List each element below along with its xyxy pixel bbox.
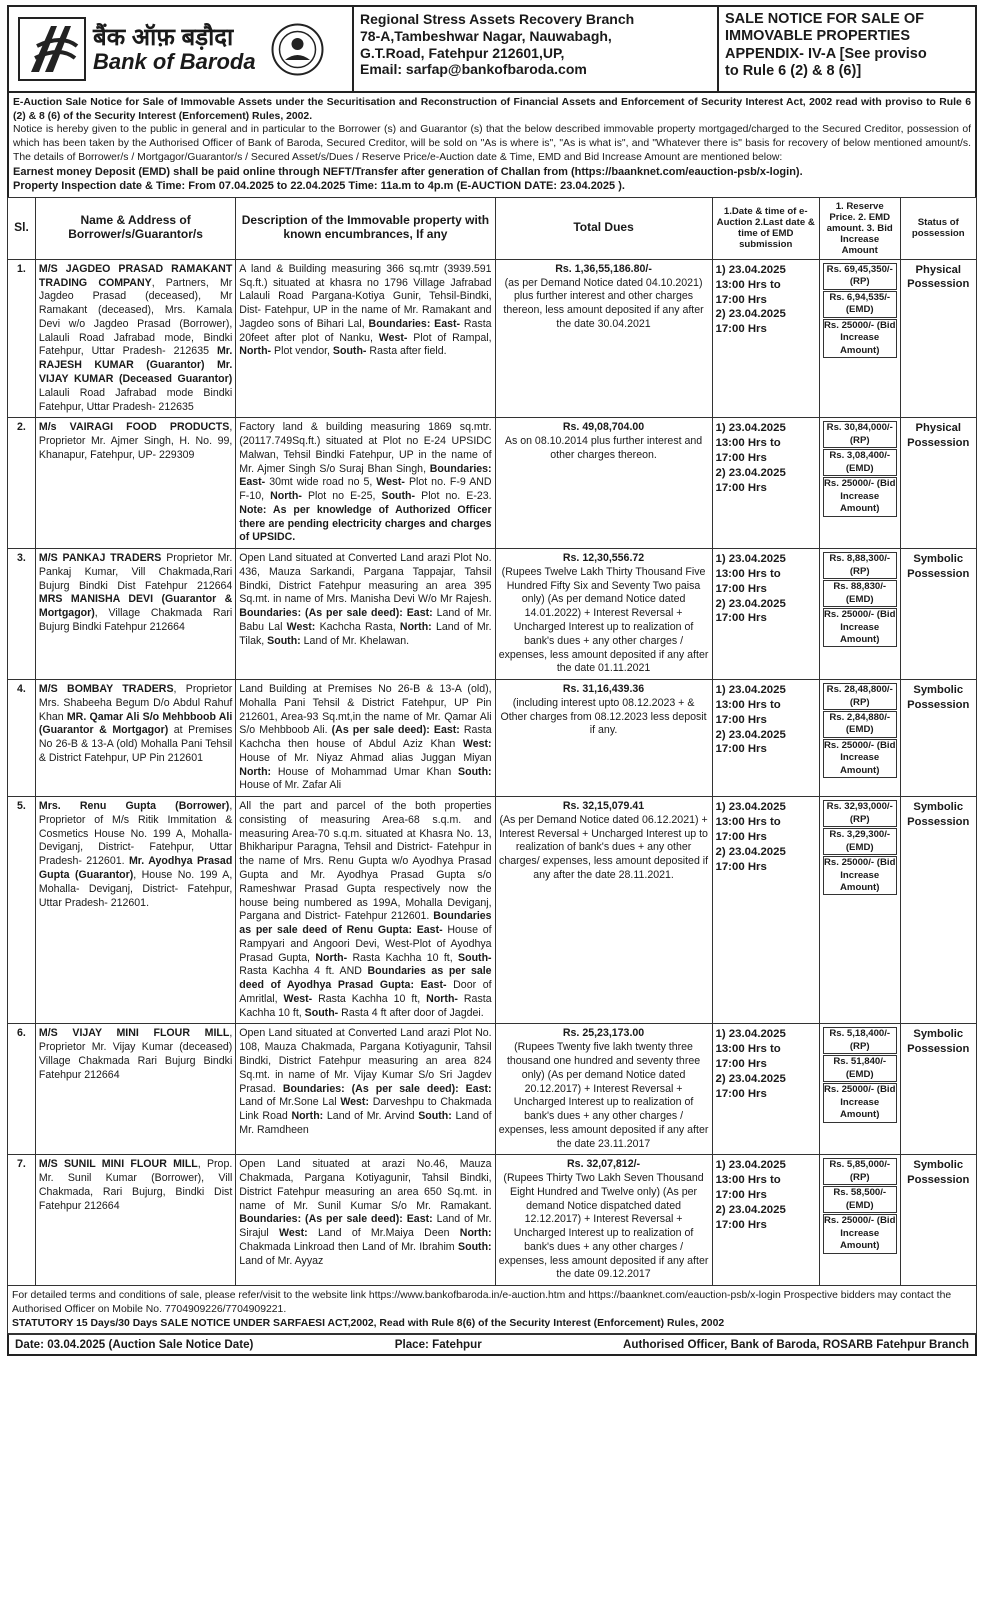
table-header-row <box>8 197 977 259</box>
description-text-part: North- <box>239 345 272 358</box>
date-line: 17:00 Hrs <box>715 451 767 464</box>
date-line: 13:00 Hrs to <box>715 278 781 291</box>
borrower-name-address <box>35 1155 235 1286</box>
borrower-text-part: Proprietor Mr. Pankaj Kumar, Vill Chakmada,Rari Bujurg Bindki Dist Fatehpur 212664 <box>38 552 233 592</box>
notice-title-block <box>719 7 975 91</box>
row-sl: 7. <box>8 1155 36 1286</box>
possession-status: Symbolic Possession <box>900 1155 977 1286</box>
borrower-name-address <box>35 259 235 417</box>
dues-amount: Rs. 31,16,439.36 <box>562 683 645 696</box>
borrower-text-part: , Partners, Mr Jagdeo Prasad (deceased), Mr Ramakant (deceased), Mrs. Kamala Devi w/o Jagdeo Prasad (Borrower), Lalauli Road Jafrabad mode, Bindki Fatehpur, Uttar Pradesh- 212635 <box>38 276 233 358</box>
description-text-part: Land of Mr. Tilak, <box>239 621 492 647</box>
date-line: 1) 23.04.2025 <box>715 684 786 697</box>
date-line: 17:00 Hrs <box>715 1188 767 1201</box>
dues-amount: Rs. 25,23,173.00 <box>562 1027 645 1040</box>
date-line: 2) 23.04.2025 <box>715 845 786 858</box>
header-status: Status of possession <box>900 197 977 259</box>
row-sl: 5. <box>8 797 36 1024</box>
description-text-part: South: <box>418 1110 452 1123</box>
emd-amount: Rs. 3,29,300/- (EMD) <box>823 828 897 855</box>
reserve-price: Rs. 30,84,000/- (RP) <box>823 421 897 448</box>
description-text-part: North: <box>239 765 272 778</box>
description-text-part: Plot no E-25, <box>301 490 382 503</box>
reserve-emd-bid <box>819 680 900 797</box>
auction-table <box>7 197 977 1287</box>
date-line: 2) 23.04.2025 <box>715 597 786 610</box>
borrower-name-address <box>35 418 235 549</box>
date-line: 13:00 Hrs to <box>715 437 781 450</box>
dues-details: (Rupees Twenty five lakh twenty three thousand one hundred and seventy three only) (As per demand Notice dated 20.12.2017) + Interest Reversal + Uncharged Interest up to realization of bank's dues + any other charges / expenses, less amount deposited if any after the date 23.11.2017 <box>498 1041 709 1150</box>
description-text-part: Boundaries as per sale deed of Ayodhya Prasad Gupta: East- <box>239 965 492 992</box>
description-text-part: Boundaries: East- <box>368 317 461 330</box>
possession-status: Physical Possession <box>900 259 977 417</box>
date-line: 17:00 Hrs <box>715 582 767 595</box>
table-body <box>8 259 977 1285</box>
borrower-text-part: M/S BOMBAY TRADERS <box>38 683 174 696</box>
borrower-name-address <box>35 1024 235 1155</box>
borrower-text-part: Mr. Ayodhya Prasad Gupta (Guarantor) <box>38 855 233 882</box>
emd-amount: Rs. 3,08,400/- (EMD) <box>823 449 897 476</box>
borrower-text-part: M/S VIJAY MINI FLOUR MILL <box>38 1027 230 1040</box>
description-text-part: House of Mohammad Umar Khan <box>271 765 459 778</box>
description-text-part: Rasta Kachcha then house of Abdul Aziz Khan <box>239 724 492 751</box>
dues-details: As on 08.10.2014 plus further interest and other charges thereon. <box>504 435 703 461</box>
header-name: Name & Address of Borrower/s/Guarantor/s <box>35 197 235 259</box>
auction-date-time <box>712 797 819 1024</box>
dues-amount: Rs. 49,08,704.00 <box>562 421 645 434</box>
description-text-part: South: <box>458 1240 492 1253</box>
possession-status: Physical Possession <box>900 418 977 549</box>
total-dues <box>495 418 712 549</box>
header-sl: Sl. <box>8 197 36 259</box>
reserve-emd-bid <box>819 1024 900 1155</box>
branch-line-3: G.T.Road, Fatehpur 212601,UP, <box>360 44 565 61</box>
total-dues <box>495 549 712 680</box>
date-line: 2) 23.04.2025 <box>715 1072 786 1085</box>
branch-line-1: Regional Stress Assets Recovery Branch <box>360 11 635 27</box>
property-description <box>236 1155 495 1286</box>
description-text-part: Boundaries as per sale deed of Renu Gupta: East- <box>239 910 492 937</box>
description-text-part: House of Mr. Zafar Ali <box>239 779 342 792</box>
total-dues <box>495 1024 712 1155</box>
borrower-text-part: , Proprietor Mr. Ajmer Singh, H. No. 99, Khanapur, Fatehpur, UP- 229309 <box>38 421 233 461</box>
description-text-part: House of Mr. Niyaz Ahmad alias Juggan Miyan <box>239 751 492 764</box>
description-text-part: West- <box>378 331 408 344</box>
borrower-text-part: at Premises No 26-B & 13-A (old) Mohalla Pani Tehsil & District Fatehpur, UP Pin 212601 <box>38 724 233 764</box>
date-line: 17:00 Hrs <box>715 323 767 336</box>
auction-date-time <box>712 680 819 797</box>
description-text-part: Land of Mr. Khelawan. <box>300 634 410 647</box>
emblem-seal-icon <box>270 22 325 77</box>
bid-increase: Rs. 25000/- (Bid Increase Amount) <box>823 856 897 895</box>
table-row <box>8 1024 977 1155</box>
possession-status: Symbolic Possession <box>900 549 977 680</box>
description-text-part: Rasta Kachha 10 ft, <box>239 992 492 1019</box>
total-dues <box>495 797 712 1024</box>
borrower-text-part: M/S JAGDEO PRASAD RAMAKANT TRADING COMPANY <box>38 262 233 289</box>
date-line: 1) 23.04.2025 <box>715 422 786 435</box>
dues-amount: Rs. 32,07,812/- <box>567 1158 641 1171</box>
description-text-part: West: <box>286 621 316 633</box>
description-text-part: House of Rampyari and Angoori Devi, West-Plot of Ayodhya Prasad Gupta, <box>239 924 492 964</box>
reserve-emd-bid <box>819 549 900 680</box>
reserve-price: Rs. 5,85,000/- (RP) <box>823 1158 897 1185</box>
borrower-text-part: Mr. RAJESH KUMAR (Guarantor) Mr. VIJAY KUMAR (Deceased Guarantor) <box>38 345 233 385</box>
dues-details: (Rupees Thirty Two Lakh Seven Thousand Eight Hundred and Twelve only) (As per demand Notice dispatched dated 12.12.2017) + Interest Reversal + Uncharged Interest up to realization of bank's dues + any other charges / expenses, less amount deposited if any after the date 09.12.2017 <box>498 1172 709 1281</box>
reserve-price: Rs. 8,88,300/- (RP) <box>823 552 897 579</box>
bank-name-english: Bank of Baroda <box>93 49 256 75</box>
borrower-text-part: Mrs. Renu Gupta (Borrower) <box>38 800 230 813</box>
description-text-part: Rasta Kachha 4 ft. AND <box>239 965 368 978</box>
notice-date: Date: 03.04.2025 (Auction Sale Notice Date) <box>15 1338 254 1352</box>
dues-amount: Rs. 12,30,556.72 <box>562 552 645 565</box>
description-text-part: North: <box>291 1110 324 1123</box>
reserve-emd-bid <box>819 1155 900 1286</box>
borrower-name-address <box>35 797 235 1024</box>
date-line: 17:00 Hrs <box>715 713 767 726</box>
reserve-price: Rs. 28,48,800/- (RP) <box>823 683 897 710</box>
notice-title-line-2: IMMOVABLE PROPERTIES <box>725 28 911 45</box>
description-text-part: Open Land situated at Converted Land arazi Plot No. 108, Mauza Chakmada, Pargana Kotiyagunir, Tahsil Bindki, District Fatehpur measuring an area 824 Sq.mt. in name of Mr. Vijay Kumar S/o Sri Jagdev Prasad. <box>239 1027 492 1095</box>
description-text-part: North- <box>426 992 458 1005</box>
table-row <box>8 418 977 549</box>
description-text-part: West- <box>283 992 313 1005</box>
branch-email: Email: sarfap@bankofbaroda.com <box>360 61 587 78</box>
statutory-note: STATUTORY 15 Days/30 Days SALE NOTICE UNDER SARFAESI ACT,2002, Read with Rule 8(6) of the Security Interest (Enforcement) Rules, 2002 <box>12 1317 725 1329</box>
reserve-price: Rs. 69,45,350/- (RP) <box>823 263 897 290</box>
description-text-part: Rasta 20feet after plot of Nanku, <box>239 317 492 344</box>
description-text-part: Land of Mr. Ramdheen <box>239 1110 492 1136</box>
description-text-part: Open Land situated at arazi No.46, Mauza Chakmada, Pargana Kotiyagunir, Tahsil Bindki, District Fatehpur measuring an area 650 Sq.mt. in name of Mr. Sunil Kumar S/o Mr. Ramakant. <box>239 1158 492 1212</box>
property-description <box>236 1024 495 1155</box>
date-line: 13:00 Hrs to <box>715 1043 781 1056</box>
description-text-part: Boundaries: (As per sale deed): East: <box>239 1213 433 1226</box>
date-line: 17:00 Hrs <box>715 860 767 873</box>
description-text-part: Land of Mr. Babu Lal <box>239 607 492 633</box>
borrower-text-part: Lalauli Road Jafrabad mode Bindki Fatehpur, Uttar Pradesh- 212635 <box>38 386 233 413</box>
property-description <box>236 797 495 1024</box>
bank-logo-block <box>9 7 354 91</box>
description-text-part: South- <box>458 951 492 964</box>
description-text-part: Open Land situated at Converted Land arazi Plot No. 436, Mauza Sarkandi, Pargana Tappajar, Tahsil Bindki, District Fatehpur measuring an area 395 Sq.mt. in name of Mrs. Manisha Devi W/o Mr Rajesh. <box>239 552 492 606</box>
description-text-part: Plot no. F-9 AND F-10, <box>239 476 492 503</box>
description-text-part: Land of Mr. Sirajul <box>239 1213 492 1240</box>
signature-bar <box>7 1334 977 1356</box>
auction-date-time <box>712 1155 819 1286</box>
description-text-part: South: <box>458 765 492 778</box>
reserve-emd-bid <box>819 259 900 417</box>
row-sl: 6. <box>8 1024 36 1155</box>
notice-place: Place: Fatehpur <box>394 1338 482 1352</box>
date-line: 13:00 Hrs to <box>715 568 781 580</box>
description-text-part: Land of Mr. Arvind <box>323 1110 419 1123</box>
description-text-part: Plot of Rampal, <box>407 331 492 344</box>
description-text-part: South- <box>332 345 367 358</box>
footer-section <box>7 1286 977 1334</box>
row-sl: 2. <box>8 418 36 549</box>
dues-amount: Rs. 32,15,079.41 <box>562 800 645 813</box>
description-text-part: Chakmada Linkroad then Land of Mr. Ibrahim <box>239 1240 459 1253</box>
date-line: 2) 23.04.2025 <box>715 728 786 741</box>
header-total-dues: Total Dues <box>495 197 712 259</box>
borrower-text-part: , Proprietor Mrs. Shabeeha Begum D/o Abdul Rahuf Khan <box>38 683 233 723</box>
date-line: 17:00 Hrs <box>715 481 767 494</box>
description-text-part: West- <box>376 476 405 489</box>
bid-increase: Rs. 25000/- (Bid Increase Amount) <box>823 608 897 647</box>
description-text-part: A land & Building measuring 366 sq.mtr (3939.591 Sq.ft.) situated at khasra no 1796 Village Jafrabad Lalauli Road Pargana-Kotiya Gunir, Tehsil-Bindki, Dist- Fatehpur, UP in the name of Mr. Ramakant and Jagdeo sons of Bihari Lal, <box>239 262 492 330</box>
borrower-name-address <box>35 680 235 797</box>
date-line: 13:00 Hrs to <box>715 1174 781 1187</box>
date-line: 17:00 Hrs <box>715 830 767 843</box>
description-text-part: Land Building at Premises No 26-B & 13-A (old), Mohalla Pani Tehsil & District Fatehpur, UP Pin 212601, Area-93 Sq.mt,in the name of Mr. Qamar Ali S/o Mehbboob Ali. <box>239 683 492 737</box>
borrower-text-part: M/s VAIRAGI FOOD PRODUCTS <box>38 421 230 434</box>
description-text-part: Plot vendor, <box>271 345 333 358</box>
auction-date-time <box>712 259 819 417</box>
borrower-text-part: , Proprietor Mr. Vijay Kumar (deceased) Village Chakmada Rari Bujurg Bindki Fatehpur 212664 <box>38 1027 233 1081</box>
total-dues <box>495 1155 712 1286</box>
total-dues <box>495 259 712 417</box>
row-sl: 1. <box>8 259 36 417</box>
date-line: 1) 23.04.2025 <box>715 1159 786 1172</box>
emd-payment-note: Earnest money Deposit (EMD) shall be paid online through NEFT/Transfer after generation of Challan from (https://baanknet.com/eauction-psb/x-login). <box>13 165 803 178</box>
notice-title-line-3: APPENDIX- IV-A [See proviso <box>725 45 927 62</box>
date-line: 17:00 Hrs <box>715 1218 767 1231</box>
borrower-name-address <box>35 549 235 680</box>
description-text-part: West: <box>340 1096 369 1109</box>
description-text-part: Darveshpu to Chakmada Link Road <box>239 1096 492 1123</box>
description-text-part: South: <box>267 634 301 647</box>
description-text-part: Plot no. E-23. <box>415 490 492 503</box>
dues-details: (including interest upto 08.12.2023 + & Other charges from 08.12.2023 less deposit if any. <box>500 696 707 737</box>
possession-status: Symbolic Possession <box>900 797 977 1024</box>
bank-of-baroda-logo-icon <box>17 16 87 82</box>
branch-address-block <box>354 7 719 91</box>
table-row <box>8 680 977 797</box>
inspection-note: Property Inspection date & Time: From 07.04.2025 to 22.04.2025 Time: 11a.m to 4p.m (E-AUCTION DATE: 23.04.2025 ). <box>13 180 625 193</box>
description-text-part: South- <box>304 1006 339 1019</box>
emd-amount: Rs. 58,500/- (EMD) <box>823 1186 897 1213</box>
description-text-part: All the part and parcel of the both properties consisting of measuring Area-68 s.q.m. and measuring Area-70 s.q.m. situated at Khasra No. 13, Bhikharipur Paragna, Tehsil and District- Fatehpur in the name of Mrs. Renu Gupta w/o Ayodhya Prasad Gupta and Mr. Ayodhya Prasad Gupta s/o Rameshwar Prasad Gupta respectively now the house being numbered as 199A, Mohalla Deviganj, Pargana and District- Fatehpur 212601. <box>239 800 492 923</box>
description-text-part: Boundaries: East- <box>239 462 492 489</box>
dues-amount: Rs. 1,36,55,186.80/- <box>555 262 652 275</box>
property-description <box>236 259 495 417</box>
table-row <box>8 549 977 680</box>
borrower-text-part: , Village Chakmada Rari Bujurg Bindki Fatehpur 212664 <box>38 607 233 633</box>
table-row <box>8 1155 977 1286</box>
intro-heading: E-Auction Sale Notice for Sale of Immovable Assets under the Securitisation and Reconstruction of Financial Assets and Enforcement of Security Interest Act, 2002 read with proviso to Rule 6 (2) & 8 (6) of the Security Interest (Enforcement) Rules, 2002. <box>13 97 971 122</box>
auction-date-time <box>712 1024 819 1155</box>
bid-increase: Rs. 25000/- (Bid Increase Amount) <box>823 1083 897 1122</box>
row-sl: 4. <box>8 680 36 797</box>
property-description <box>236 418 495 549</box>
dues-details: (As per Demand Notice dated 06.12.2021) + Interest Reversal + Uncharged Interest up to realization of bank's dues + any other charges/ expenses, less amount deposited if any after the date 28.11.2021. <box>499 813 709 882</box>
date-line: 2) 23.04.2025 <box>715 466 786 479</box>
description-text-part: Rasta after field. <box>366 345 447 358</box>
description-text-part: West: <box>279 1227 308 1240</box>
bid-increase: Rs. 25000/- (Bid Increase Amount) <box>823 477 897 516</box>
description-text-part: Door of Amritlal, <box>239 979 492 1005</box>
property-description <box>236 549 495 680</box>
date-line: 1) 23.04.2025 <box>715 263 786 276</box>
description-text-part: Rasta Kachha 10 ft, <box>347 951 459 964</box>
reserve-emd-bid <box>819 418 900 549</box>
auction-date-time <box>712 418 819 549</box>
description-text-part: (As per sale deed): East: <box>331 724 460 737</box>
emd-amount: Rs. 2,84,880/- (EMD) <box>823 711 897 738</box>
description-text-part: Boundaries: (As per sale deed): East: <box>239 607 433 620</box>
notice-header <box>7 5 977 93</box>
notice-title-line-1: SALE NOTICE FOR SALE OF <box>725 11 924 27</box>
authorised-officer: Authorised Officer, Bank of Baroda, ROSARB Fatehpur Branch <box>623 1338 969 1352</box>
total-dues <box>495 680 712 797</box>
reserve-emd-bid <box>819 797 900 1024</box>
emd-amount: Rs. 6,94,535/- (EMD) <box>823 291 897 318</box>
description-text-part: Rasta Kachha 10 ft, <box>312 992 427 1005</box>
header-reserve-price: 1. Reserve Price. 2. EMD amount. 3. Bid Increase Amount <box>819 197 900 259</box>
description-text-part: South- <box>381 490 416 503</box>
bid-increase: Rs. 25000/- (Bid Increase Amount) <box>823 739 897 778</box>
borrower-text-part: , Prop. Mr. Sunil Kumar (Borrower), Vill Chakmada, Rari Bujurg, Bindki Dist Fatehpur 212664 <box>38 1158 233 1212</box>
sale-notice-page <box>7 5 977 1356</box>
borrower-text-part: , Proprietor of M/s Ritik Immitation & Cosmetics House No. 199 A, Mohalla- Deviganj, District- Fatehpur, Uttar Pradesh- 212601. <box>38 800 233 868</box>
borrower-text-part: , House No. 199 A, Mohalla- Deviganj, District- Fatehpur, Uttar Pradesh- 212601. <box>38 869 233 909</box>
date-line: 17:00 Hrs <box>715 743 767 756</box>
bank-name-block <box>93 25 256 73</box>
notice-title-line-4: to Rule 6 (2) & 8 (6)] <box>725 63 862 80</box>
date-line: 17:00 Hrs <box>715 612 767 625</box>
bank-name-hindi: बैंक ऑफ़ बड़ौदा <box>93 23 234 51</box>
possession-status: Symbolic Possession <box>900 1024 977 1155</box>
table-row <box>8 797 977 1024</box>
description-text-part: North: <box>399 621 432 633</box>
date-line: 17:00 Hrs <box>715 1087 767 1100</box>
date-line: 1) 23.04.2025 <box>715 801 786 814</box>
description-text-part: West: <box>462 738 492 751</box>
date-line: 17:00 Hrs <box>715 293 767 306</box>
branch-line-2: 78-A,Tambeshwar Nagar, Nauwabagh, <box>360 27 612 44</box>
reserve-price: Rs. 32,93,000/- (RP) <box>823 800 897 827</box>
row-sl: 3. <box>8 549 36 680</box>
description-text-part: Land of Mr. Ayyaz <box>239 1254 324 1267</box>
intro-section <box>7 93 977 197</box>
description-text-part: North- <box>315 951 348 964</box>
date-line: 13:00 Hrs to <box>715 698 781 711</box>
description-text-part: North: <box>459 1227 492 1240</box>
reserve-price: Rs. 5,18,400/- (RP) <box>823 1027 897 1054</box>
date-line: 13:00 Hrs to <box>715 816 781 829</box>
date-line: 1) 23.04.2025 <box>715 1028 786 1041</box>
auction-date-time <box>712 549 819 680</box>
description-text-part: Boundaries: (As per sale deed): East: <box>282 1082 492 1095</box>
date-line: 1) 23.04.2025 <box>715 553 786 566</box>
description-text-part: 30mt wide road no 5, <box>265 476 377 489</box>
bid-increase: Rs. 25000/- (Bid Increase Amount) <box>823 319 897 358</box>
borrower-text-part: M/S SUNIL MINI FLOUR MILL <box>38 1158 198 1171</box>
terms-note: For detailed terms and conditions of sale, please refer/visit to the website link https://www.bankofbaroda.in/e-auction.htm and https://baanknet.com/eauction-psb/x-login Prospective bidders may contact the Authorised Officer on Mobile No. 7704909226/7704909221. <box>12 1290 952 1315</box>
description-text-part: Note: As per knowledge of Authorized Officer there are pending electricity charges and charges of UPSIDC. <box>239 503 492 544</box>
description-text-part: Land of Mr.Maiya Deen <box>307 1227 460 1240</box>
dues-details: (Rupees Twelve Lakh Thirty Thousand Five Hundred Fifty Six and Seventy Two paisa only) (As per demand Notice dated 14.01.2022) + Interest Reversal + Uncharged Interest up to realization of bank's dues + any other charges / expenses, less amount deposited if any after the date 01.11.2021 <box>498 565 709 675</box>
description-text-part: Factory land & building measuring 1869 sq.mtr. (20117.749Sq.ft.) situated at Plot no E-24 UPSIDC Malwan, Tehsil Bindki Fatehpur, UP in the name of Mr. Ajmer Singh S/o Suraj Bhan Singh, <box>239 421 492 475</box>
borrower-text-part: MRS MANISHA DEVI (Guarantor & Mortgagor) <box>38 593 233 620</box>
description-text-part: North- <box>270 490 302 503</box>
intro-body: Notice is hereby given to the public in general and in particular to the Borrower (s) and Guarantor (s) that the below described immovable property mortgaged/charged to the Secured Creditor, possession of which has been taken by the Authorised Officer of Bank of Baroda, Secured Creditor, will be sold on "As is where is", "As is what is", and "Whatever there is" basis for recovery of below mentioned amount/s. The details of Borrower/s / Mortgagor/Guarantor/s / Secured Asset/s/Dues / Reserve Price/e-Auction date & Time, EMD and Bid Increase Amount are mentioned below: <box>13 124 971 163</box>
borrower-text-part: MR. Qamar Ali S/o Mehbboob Ali (Guarantor & Mortgagor) <box>38 710 233 737</box>
possession-status: Symbolic Possession <box>900 680 977 797</box>
date-line: 2) 23.04.2025 <box>715 1203 786 1216</box>
emd-amount: Rs. 51,840/- (EMD) <box>823 1055 897 1082</box>
dues-details: (as per Demand Notice dated 04.10.2021) plus further interest and other charges thereon, less amount deposited if any after the date 30.04.2021 <box>503 276 704 330</box>
table-row <box>8 259 977 417</box>
property-description <box>236 680 495 797</box>
bid-increase: Rs. 25000/- (Bid Increase Amount) <box>823 1214 897 1253</box>
date-line: 2) 23.04.2025 <box>715 308 786 321</box>
date-line: 17:00 Hrs <box>715 1058 767 1071</box>
description-text-part: Land of Mr.Sone Lal <box>239 1096 341 1109</box>
header-date-time: 1.Date & time of e-Auction 2.Last date & time of EMD submission <box>712 197 819 259</box>
description-text-part: Rasta 4 ft after door of Jagdei. <box>338 1006 484 1019</box>
description-text-part: Kachcha Rasta, <box>315 621 400 633</box>
emd-amount: Rs. 88,830/- (EMD) <box>823 580 897 607</box>
header-description: Description of the Immovable property with known encumbrances, If any <box>236 197 495 259</box>
borrower-text-part: M/S PANKAJ TRADERS <box>38 552 162 565</box>
